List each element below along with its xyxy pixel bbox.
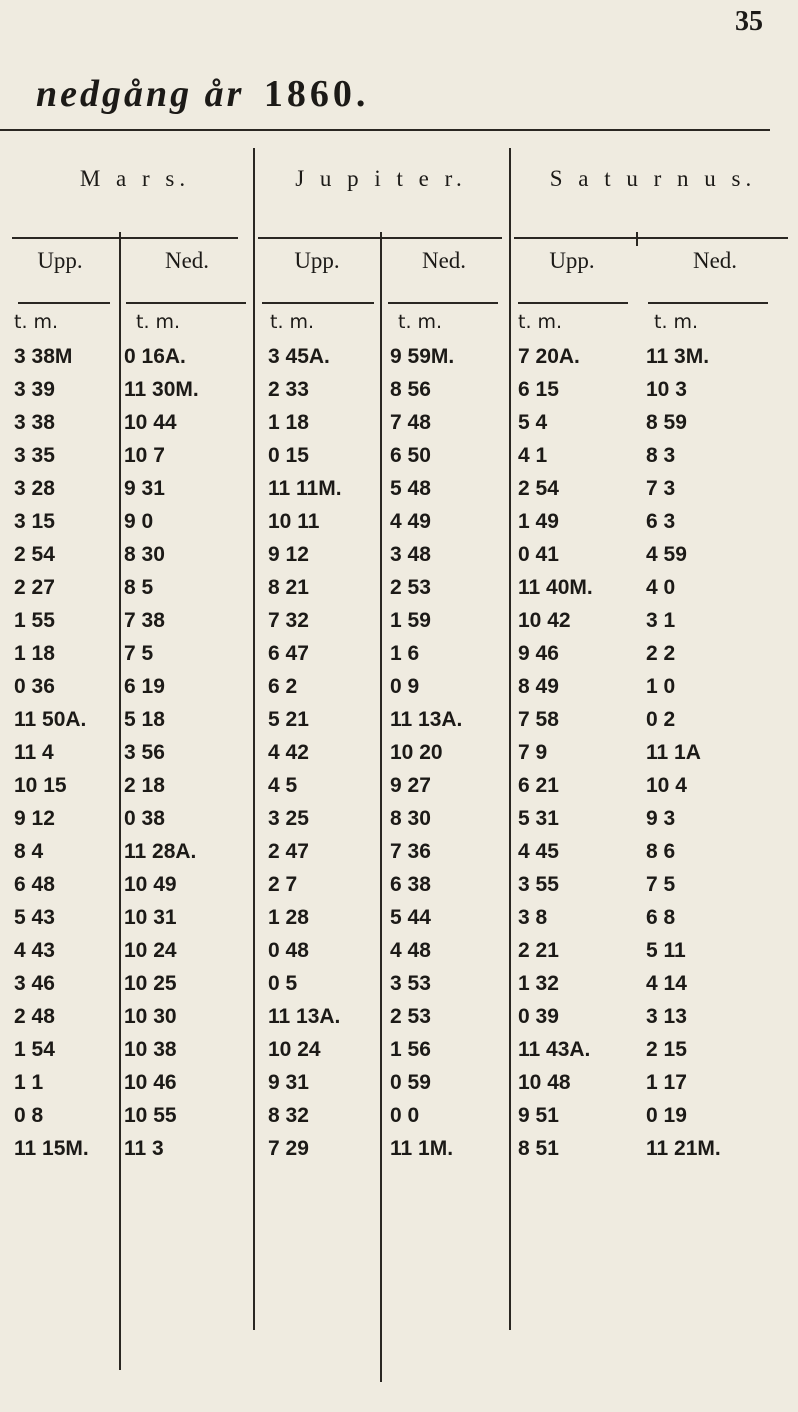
cell-jupiter-upp: 11 13A. — [268, 1005, 341, 1028]
cell-saturnus-upp: 8 49 — [518, 675, 559, 698]
cell-mars-ned: 0 38 — [124, 807, 165, 830]
header-rule-4 — [388, 302, 498, 304]
cell-mars-upp: 2 54 — [14, 543, 55, 566]
cell-saturnus-ned: 6 8 — [646, 906, 676, 929]
unit-label: t. m. — [518, 311, 563, 333]
cell-jupiter-ned: 1 59 — [390, 609, 431, 632]
column-header-jupiter-ned: Ned. — [421, 248, 467, 273]
cell-jupiter-ned: 1 6 — [390, 642, 420, 665]
cell-saturnus-ned: 8 59 — [646, 411, 687, 434]
cell-saturnus-ned: 3 13 — [646, 1005, 687, 1028]
cell-jupiter-upp: 11 11M. — [268, 477, 342, 500]
cell-mars-ned: 11 28A. — [124, 840, 197, 863]
table-row — [0, 1134, 798, 1167]
table-row — [0, 705, 798, 738]
column-header-mars-upp: Upp. — [37, 248, 83, 273]
planet-rule-mars — [12, 237, 238, 239]
cell-jupiter-ned: 7 48 — [390, 411, 431, 434]
table-row — [0, 1002, 798, 1035]
table-row — [0, 639, 798, 672]
cell-saturnus-upp: 7 58 — [518, 708, 559, 731]
cell-jupiter-ned: 8 30 — [390, 807, 431, 830]
table-row — [0, 903, 798, 936]
title-text: nedgång år — [36, 73, 245, 115]
cell-saturnus-upp: 8 51 — [518, 1137, 559, 1160]
cell-mars-upp: 2 27 — [14, 576, 55, 599]
cell-saturnus-ned: 5 11 — [646, 939, 686, 962]
cell-jupiter-upp: 8 32 — [268, 1104, 309, 1127]
cell-jupiter-ned: 4 48 — [390, 939, 431, 962]
planet-mars: M a r s. — [79, 166, 191, 191]
cell-jupiter-upp: 6 2 — [268, 675, 298, 698]
page-number: 35 — [735, 6, 763, 37]
cell-jupiter-ned: 2 53 — [390, 1005, 431, 1028]
cell-mars-upp: 10 15 — [14, 774, 67, 797]
planet-rule-jupiter — [258, 237, 502, 239]
cell-saturnus-upp: 3 8 — [518, 906, 548, 929]
cell-saturnus-upp: 10 42 — [518, 609, 571, 632]
cell-saturnus-upp: 7 9 — [518, 741, 548, 764]
cell-mars-upp: 1 55 — [14, 609, 55, 632]
table-row — [0, 1035, 798, 1068]
cell-saturnus-ned: 4 59 — [646, 543, 687, 566]
cell-jupiter-ned: 10 20 — [390, 741, 443, 764]
cell-mars-upp: 8 4 — [14, 840, 44, 863]
cell-mars-ned: 11 3 — [124, 1137, 164, 1160]
table-row — [0, 771, 798, 804]
cell-mars-upp: 3 38 — [14, 411, 55, 434]
cell-mars-ned: 10 24 — [124, 939, 177, 962]
cell-mars-ned: 2 18 — [124, 774, 165, 797]
cell-mars-ned: 5 18 — [124, 708, 165, 731]
cell-mars-upp: 3 15 — [14, 510, 55, 533]
cell-saturnus-upp: 5 4 — [518, 411, 548, 434]
cell-jupiter-upp: 10 11 — [268, 510, 320, 533]
cell-jupiter-ned: 3 48 — [390, 543, 431, 566]
cell-jupiter-upp: 0 48 — [268, 939, 309, 962]
cell-mars-ned: 7 38 — [124, 609, 165, 632]
header-rule-5 — [518, 302, 628, 304]
cell-mars-ned: 10 30 — [124, 1005, 177, 1028]
cell-jupiter-upp: 1 28 — [268, 906, 309, 929]
cell-mars-ned: 0 16A. — [124, 345, 186, 368]
table-row — [0, 738, 798, 771]
cell-jupiter-ned: 0 9 — [390, 675, 420, 698]
cell-mars-ned: 10 7 — [124, 444, 165, 467]
title-year: 1860. — [263, 73, 370, 115]
table-row — [0, 540, 798, 573]
cell-jupiter-ned: 6 50 — [390, 444, 431, 467]
cell-saturnus-ned: 4 0 — [646, 576, 676, 599]
cell-jupiter-upp: 4 42 — [268, 741, 309, 764]
cell-jupiter-ned: 7 36 — [390, 840, 431, 863]
table-row — [0, 441, 798, 474]
cell-mars-ned: 6 19 — [124, 675, 165, 698]
top-rule — [0, 129, 770, 131]
unit-label: t. m. — [398, 311, 443, 333]
unit-label: t. m. — [136, 311, 181, 333]
cell-jupiter-ned: 11 1M. — [390, 1137, 454, 1160]
cell-mars-upp: 11 15M. — [14, 1137, 89, 1160]
cell-saturnus-ned: 1 17 — [646, 1071, 687, 1094]
cell-mars-upp: 3 46 — [14, 972, 55, 995]
cell-saturnus-ned: 6 3 — [646, 510, 676, 533]
cell-saturnus-upp: 11 40M. — [518, 576, 593, 599]
cell-mars-upp: 1 1 — [14, 1071, 44, 1094]
cell-mars-upp: 3 39 — [14, 378, 55, 401]
cell-jupiter-ned: 8 56 — [390, 378, 431, 401]
planet-saturnus: S a t u r n u s. — [549, 166, 757, 191]
cell-saturnus-upp: 0 39 — [518, 1005, 559, 1028]
cell-saturnus-upp: 6 15 — [518, 378, 559, 401]
cell-saturnus-ned: 3 1 — [646, 609, 676, 632]
cell-jupiter-upp: 2 7 — [268, 873, 298, 896]
cell-jupiter-upp: 8 21 — [268, 576, 309, 599]
unit-label: t. m. — [14, 311, 59, 333]
cell-mars-ned: 8 30 — [124, 543, 165, 566]
cell-saturnus-upp: 1 32 — [518, 972, 559, 995]
cell-jupiter-ned: 6 38 — [390, 873, 431, 896]
cell-mars-upp: 3 35 — [14, 444, 55, 467]
cell-mars-ned: 11 30M. — [124, 378, 199, 401]
header-rule-2 — [126, 302, 246, 304]
cell-saturnus-upp: 0 41 — [518, 543, 559, 566]
cell-mars-ned: 10 25 — [124, 972, 177, 995]
cell-mars-upp: 9 12 — [14, 807, 55, 830]
cell-saturnus-upp: 4 45 — [518, 840, 559, 863]
cell-mars-upp: 1 18 — [14, 642, 55, 665]
cell-mars-ned: 7 5 — [124, 642, 154, 665]
table-row — [0, 1068, 798, 1101]
cell-saturnus-ned: 2 15 — [646, 1038, 687, 1061]
cell-mars-upp: 3 38M — [14, 345, 73, 368]
cell-mars-upp: 0 36 — [14, 675, 55, 698]
cell-saturnus-ned: 9 3 — [646, 807, 676, 830]
cell-jupiter-upp: 2 33 — [268, 378, 309, 401]
table-row — [0, 804, 798, 837]
cell-jupiter-ned: 5 48 — [390, 477, 431, 500]
cell-mars-ned: 10 31 — [124, 906, 177, 929]
header-rule-6 — [648, 302, 768, 304]
table-row — [0, 1101, 798, 1134]
cell-jupiter-upp: 10 24 — [268, 1038, 321, 1061]
cell-jupiter-ned: 9 59M. — [390, 345, 455, 368]
cell-saturnus-upp: 11 43A. — [518, 1038, 591, 1061]
cell-mars-ned: 10 49 — [124, 873, 177, 896]
cell-saturnus-ned: 1 0 — [646, 675, 676, 698]
cell-jupiter-ned: 0 59 — [390, 1071, 431, 1094]
table-row — [0, 672, 798, 705]
cell-saturnus-ned: 10 4 — [646, 774, 687, 797]
cell-mars-ned: 10 46 — [124, 1071, 177, 1094]
cell-jupiter-ned: 5 44 — [390, 906, 431, 929]
cell-saturnus-ned: 11 3M. — [646, 345, 710, 368]
cell-mars-ned: 10 55 — [124, 1104, 177, 1127]
cell-saturnus-ned: 11 21M. — [646, 1137, 721, 1160]
cell-jupiter-upp: 5 21 — [268, 708, 309, 731]
cell-saturnus-upp: 10 48 — [518, 1071, 571, 1094]
page-title — [36, 72, 369, 116]
cell-saturnus-upp: 7 20A. — [518, 345, 580, 368]
cell-mars-upp: 6 48 — [14, 873, 55, 896]
cell-saturnus-ned: 2 2 — [646, 642, 676, 665]
column-header-saturnus-upp: Upp. — [549, 248, 595, 273]
table-row — [0, 870, 798, 903]
cell-jupiter-upp: 9 12 — [268, 543, 309, 566]
divider-saturnus-upp-ned — [636, 232, 638, 246]
cell-saturnus-upp: 6 21 — [518, 774, 559, 797]
table-row — [0, 969, 798, 1002]
cell-jupiter-ned: 2 53 — [390, 576, 431, 599]
cell-saturnus-ned: 10 3 — [646, 378, 687, 401]
cell-jupiter-upp: 3 25 — [268, 807, 309, 830]
table-row — [0, 408, 798, 441]
cell-saturnus-upp: 9 46 — [518, 642, 559, 665]
cell-mars-ned: 10 44 — [124, 411, 177, 434]
cell-saturnus-ned: 0 2 — [646, 708, 676, 731]
cell-jupiter-upp: 0 15 — [268, 444, 309, 467]
cell-jupiter-ned: 3 53 — [390, 972, 431, 995]
cell-jupiter-upp: 0 5 — [268, 972, 298, 995]
planet-jupiter: J u p i t e r. — [295, 166, 467, 191]
cell-saturnus-upp: 2 54 — [518, 477, 559, 500]
cell-saturnus-upp: 9 51 — [518, 1104, 559, 1127]
table-row — [0, 606, 798, 639]
cell-jupiter-upp: 6 47 — [268, 642, 309, 665]
header-rule-3 — [262, 302, 374, 304]
cell-mars-upp: 3 28 — [14, 477, 55, 500]
table-row — [0, 837, 798, 870]
cell-mars-upp: 0 8 — [14, 1104, 44, 1127]
table-row — [0, 474, 798, 507]
cell-jupiter-ned: 11 13A. — [390, 708, 463, 731]
cell-saturnus-ned: 8 6 — [646, 840, 676, 863]
cell-saturnus-upp: 3 55 — [518, 873, 559, 896]
cell-jupiter-upp: 4 5 — [268, 774, 298, 797]
cell-saturnus-ned: 0 19 — [646, 1104, 687, 1127]
cell-mars-ned: 8 5 — [124, 576, 154, 599]
unit-label: t. m. — [270, 311, 315, 333]
cell-jupiter-upp: 2 47 — [268, 840, 309, 863]
column-header-saturnus-ned: Ned. — [692, 248, 738, 273]
header-rule-1 — [18, 302, 110, 304]
table-row — [0, 375, 798, 408]
column-header-jupiter-upp: Upp. — [294, 248, 340, 273]
planet-rule-saturnus — [514, 237, 788, 239]
cell-saturnus-ned: 7 3 — [646, 477, 676, 500]
column-header-mars-ned: Ned. — [164, 248, 210, 273]
cell-jupiter-ned: 1 56 — [390, 1038, 431, 1061]
table-row — [0, 507, 798, 540]
cell-mars-ned: 9 0 — [124, 510, 154, 533]
cell-jupiter-ned: 9 27 — [390, 774, 431, 797]
cell-saturnus-upp: 4 1 — [518, 444, 548, 467]
cell-mars-ned: 9 31 — [124, 477, 165, 500]
cell-jupiter-upp: 7 29 — [268, 1137, 309, 1160]
cell-jupiter-upp: 3 45A. — [268, 345, 330, 368]
table-row — [0, 573, 798, 606]
unit-label: t. m. — [654, 311, 699, 333]
cell-jupiter-ned: 0 0 — [390, 1104, 420, 1127]
cell-saturnus-upp: 5 31 — [518, 807, 559, 830]
cell-jupiter-upp: 1 18 — [268, 411, 309, 434]
cell-jupiter-upp: 9 31 — [268, 1071, 309, 1094]
cell-saturnus-ned: 8 3 — [646, 444, 676, 467]
cell-mars-ned: 3 56 — [124, 741, 165, 764]
table-row — [0, 342, 798, 375]
cell-mars-upp: 5 43 — [14, 906, 55, 929]
cell-saturnus-upp: 2 21 — [518, 939, 559, 962]
cell-jupiter-ned: 4 49 — [390, 510, 431, 533]
cell-mars-upp: 11 50A. — [14, 708, 87, 731]
cell-mars-upp: 2 48 — [14, 1005, 55, 1028]
cell-mars-upp: 4 43 — [14, 939, 55, 962]
cell-saturnus-ned: 4 14 — [646, 972, 687, 995]
table-row — [0, 936, 798, 969]
cell-saturnus-ned: 11 1A — [646, 741, 701, 764]
cell-mars-upp: 1 54 — [14, 1038, 55, 1061]
cell-jupiter-upp: 7 32 — [268, 609, 309, 632]
cell-saturnus-upp: 1 49 — [518, 510, 559, 533]
cell-mars-upp: 11 4 — [14, 741, 54, 764]
cell-saturnus-ned: 7 5 — [646, 873, 676, 896]
cell-mars-ned: 10 38 — [124, 1038, 177, 1061]
